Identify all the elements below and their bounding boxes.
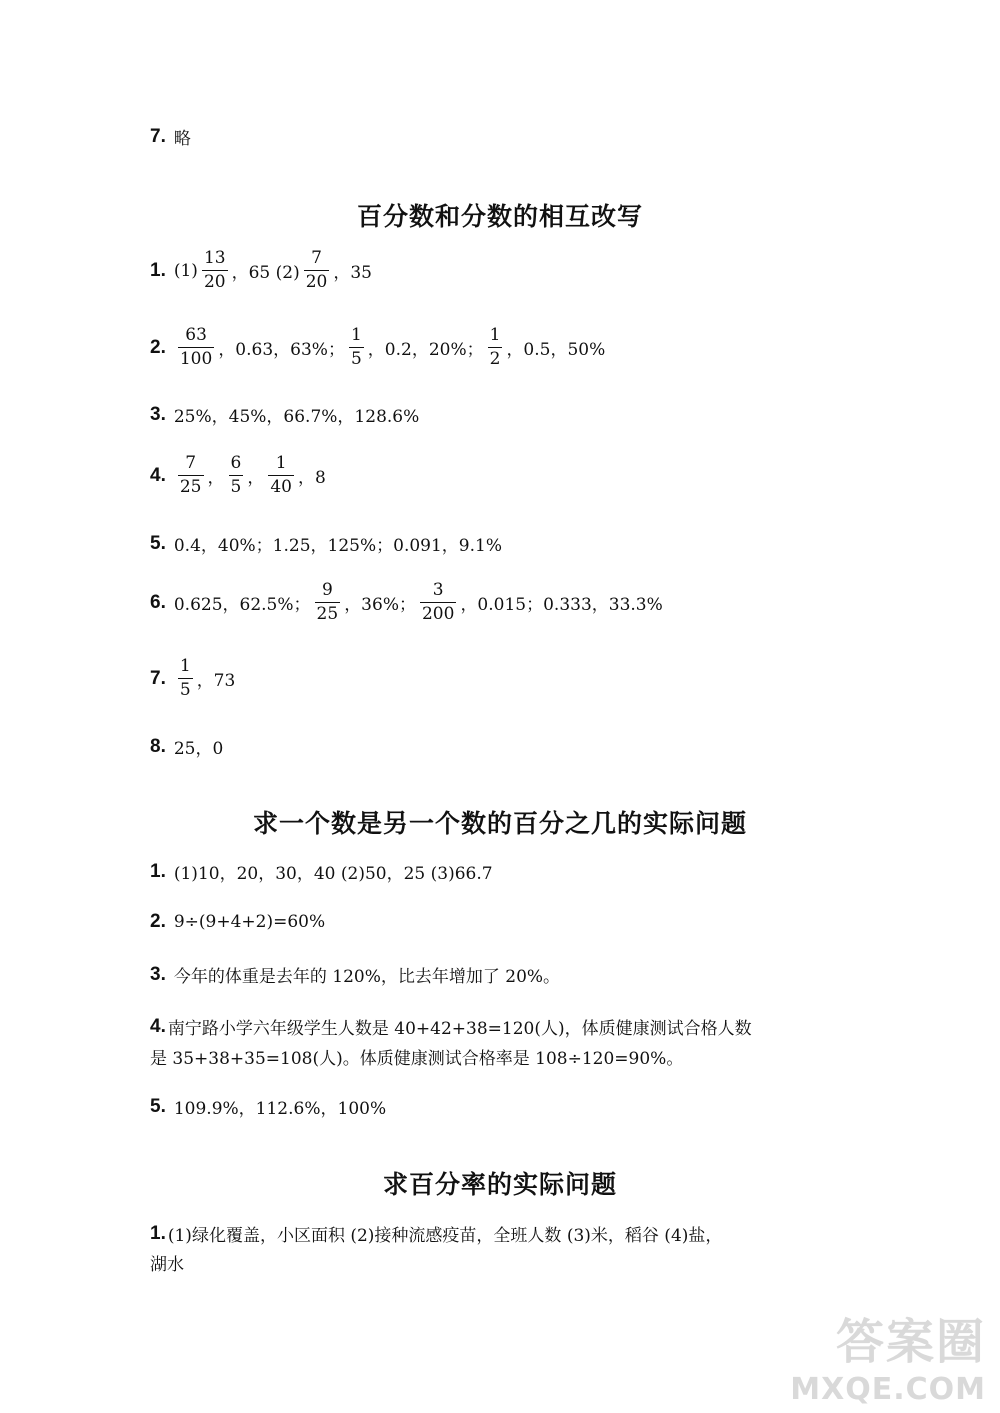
item-number: 7. <box>150 125 166 147</box>
fraction: $\frac{1}{5}$ <box>179 656 191 700</box>
fraction: $\frac{1}{5}$ <box>350 325 362 369</box>
fraction: $\frac{63}{100}$ <box>179 325 213 369</box>
item-text: ， <box>247 468 265 488</box>
fraction: $\frac{7}{25}$ <box>179 453 202 497</box>
watermark-line1: 答案圈 <box>835 1314 986 1370</box>
item-number: 4. <box>150 1015 166 1037</box>
s1-answer-3 <box>150 402 419 427</box>
item-number: 3. <box>150 403 166 425</box>
s3-answer-1-line1 <box>150 1221 722 1246</box>
item-number: 1. <box>150 1222 166 1244</box>
item-text: 湖水 <box>150 1255 184 1275</box>
item-text: ，35 <box>333 263 372 283</box>
item-number: 2. <box>150 336 166 358</box>
watermark-logo <box>790 1303 986 1407</box>
item-text: ，0.5，50% <box>506 340 606 360</box>
item-number: 6. <box>150 591 166 613</box>
item-text: 略 <box>173 129 191 149</box>
fraction: $\frac{1}{2}$ <box>489 325 501 369</box>
item-text: 0.625，62.5%； <box>173 595 311 615</box>
item-text: (1)10，20，30，40 (2)50，25 (3)66.7 <box>173 864 493 884</box>
item-text: ，73 <box>196 671 236 691</box>
item-text: 109.9%，112.6%，100% <box>173 1099 387 1119</box>
s2-answer-3 <box>150 962 560 987</box>
item-text: ，65 (2) <box>231 263 300 283</box>
item-number: 2. <box>150 911 166 932</box>
fraction: $\frac{7}{20}$ <box>305 248 328 292</box>
item-number: 5. <box>150 532 166 554</box>
item-number: 3. <box>150 963 166 985</box>
s3-answer-1-line2 <box>150 1250 184 1275</box>
s1-answer-1 <box>150 250 372 291</box>
item-number: 4. <box>150 464 166 486</box>
s2-answer-2 <box>150 911 325 933</box>
section-title-percent-fraction-conversion: 百分数和分数的相互改写 <box>356 202 643 231</box>
item-number: 5. <box>150 1095 166 1117</box>
section-title-percent-of-another-number: 求一个数是另一个数的百分之几的实际问题 <box>252 809 747 838</box>
watermark-line2: MXQE.COM <box>790 1372 986 1407</box>
s2-answer-4-line1 <box>150 1014 752 1039</box>
item-text: ， <box>207 468 225 488</box>
s2-answer-4-line2 <box>150 1044 683 1069</box>
item-text: 25，0 <box>173 739 224 759</box>
fraction: $\frac{13}{20}$ <box>203 248 226 292</box>
item-text: 是 35+38+35=108(人)。体质健康测试合格率是 108÷120=90%。 <box>150 1049 684 1069</box>
fraction: $\frac{3}{200}$ <box>421 580 455 624</box>
item-number: 1. <box>150 860 166 882</box>
item-text: 25%，45%，66.7%，128.6% <box>173 407 420 427</box>
item-text: 今年的体重是去年的 120%，比去年增加了 20%。 <box>173 967 561 987</box>
fraction: $\frac{9}{25}$ <box>316 580 339 624</box>
s1-answer-7 <box>150 658 235 699</box>
s1-answer-8 <box>150 734 223 759</box>
item-text: ，0.63，63%； <box>218 340 345 360</box>
item-text: ，8 <box>297 468 326 488</box>
s1-answer-4 <box>150 455 326 496</box>
item-text: ，0.2，20%； <box>367 340 484 360</box>
item-text: ，0.015；0.333，33.3% <box>460 595 663 615</box>
section-title-percentage-rate-problems: 求百分率的实际问题 <box>382 1170 617 1199</box>
fraction: $\frac{6}{5}$ <box>230 453 242 497</box>
s2-answer-1 <box>150 859 493 884</box>
item-text: (1) <box>173 260 198 281</box>
s1-answer-6 <box>150 582 663 623</box>
s2-answer-5 <box>150 1094 386 1119</box>
item-text: 0.4，40%；1.25，125%；0.091，9.1% <box>173 536 502 556</box>
item-number: 1. <box>150 259 166 281</box>
fraction: $\frac{1}{40}$ <box>270 453 292 497</box>
item-text: 9÷(9+4+2)=60% <box>173 912 326 932</box>
s1-answer-5 <box>150 531 502 556</box>
item-number: 7. <box>150 667 166 689</box>
item-text: ，36%； <box>344 595 416 615</box>
item-text: 南宁路小学六年级学生人数是 40+42+38=120(人)，体质健康测试合格人数 <box>167 1019 752 1039</box>
s1-answer-2 <box>150 327 605 368</box>
answer-item-7-top <box>150 124 191 149</box>
item-number: 8. <box>150 735 166 757</box>
item-text: (1)绿化覆盖，小区面积 (2)接种流感疫苗，全班人数 (3)米，稻谷 (4)盐， <box>167 1226 723 1246</box>
